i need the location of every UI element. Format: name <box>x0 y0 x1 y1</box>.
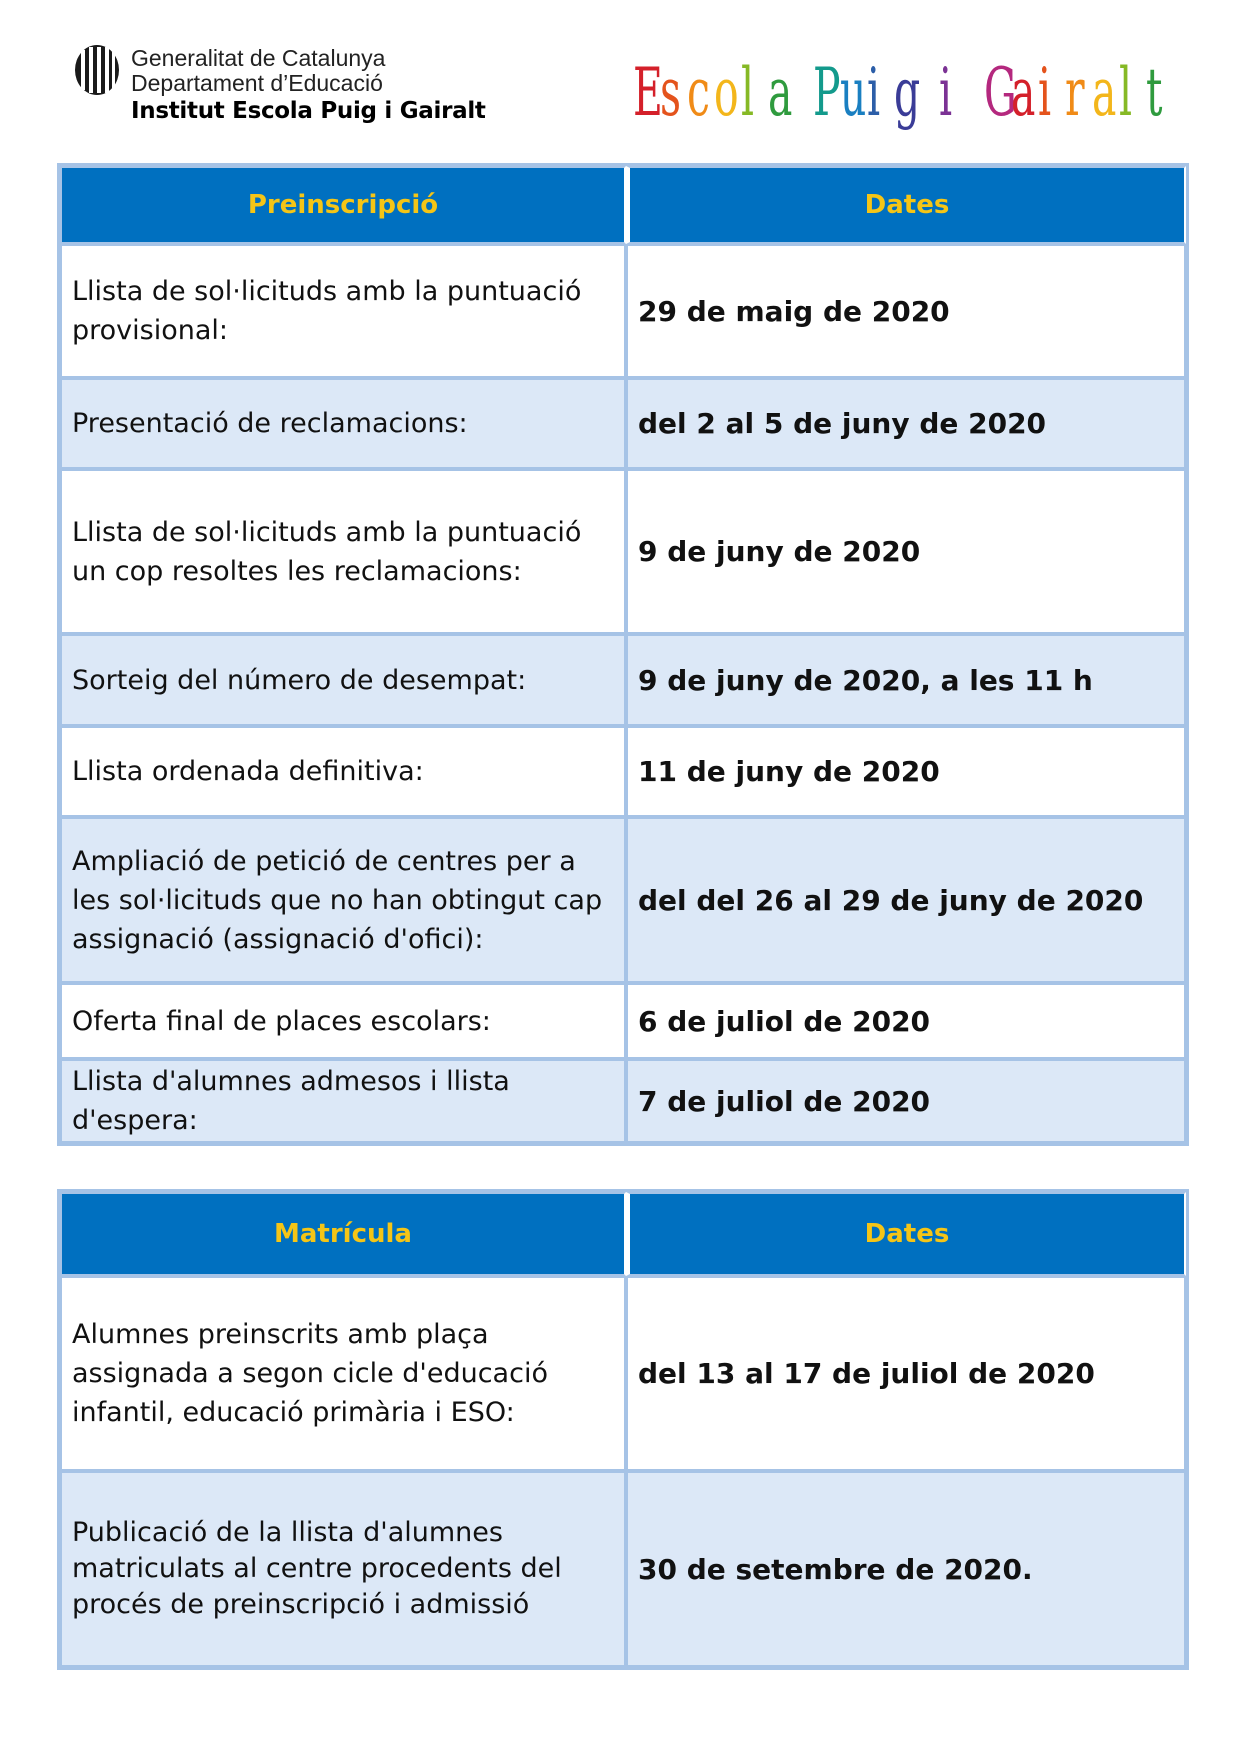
brand-letter: o <box>714 54 739 131</box>
row-date: del del 26 al 29 de juny de 2020 <box>626 817 1186 983</box>
row-date: 9 de juny de 2020, a les 11 h <box>626 634 1186 726</box>
table-row <box>60 1471 1186 1667</box>
row-date: del 13 al 17 de juliol de 2020 <box>626 1276 1186 1471</box>
row-date: 29 de maig de 2020 <box>626 244 1186 378</box>
school-brand-logo <box>633 48 1173 138</box>
row-label: Llista d'alumnes admesos i llista d'espera: <box>60 1059 626 1143</box>
brand-letter: P <box>813 54 840 131</box>
department-name: Departament d’Educació <box>131 70 383 96</box>
preinscripcio-header: Preinscripció <box>60 166 626 244</box>
brand-letter: g <box>894 54 920 131</box>
brand-letter: a <box>768 54 792 131</box>
brand-letter: r <box>1065 54 1084 131</box>
brand-letter: c <box>687 54 710 131</box>
brand-letter: a <box>1011 54 1035 131</box>
brand-letter: G <box>984 54 1017 131</box>
brand-letter <box>795 48 806 138</box>
row-date: 30 de setembre de 2020. <box>626 1471 1186 1667</box>
table-row <box>60 469 1186 634</box>
row-label: Oferta final de places escolars: <box>60 983 626 1059</box>
row-date: 9 de juny de 2020 <box>626 469 1186 634</box>
dates-header: Dates <box>626 1192 1186 1276</box>
brand-letter <box>921 48 932 138</box>
table-row <box>60 378 1186 469</box>
row-date: 11 de juny de 2020 <box>626 726 1186 817</box>
table-row <box>60 817 1186 983</box>
generalitat-name: Generalitat de Catalunya <box>131 45 386 71</box>
row-label: Ampliació de petició de centres per a les sol·licituds que no han obtingut cap assignació (assignació d'ofici): <box>60 817 626 983</box>
preinscripcio-table <box>57 163 1189 1146</box>
generalitat-emblem-icon <box>74 44 120 96</box>
brand-letter: a <box>1092 54 1116 131</box>
table-row <box>60 1276 1186 1471</box>
table-row <box>60 1059 1186 1143</box>
row-label: Publicació de la llista d'alumnes matriculats al centre procedents del procés de preinscripció i admissió <box>60 1471 626 1667</box>
row-label: Presentació de reclamacions: <box>60 378 626 469</box>
row-date: 7 de juliol de 2020 <box>626 1059 1186 1143</box>
brand-letter: i <box>867 54 880 131</box>
row-label: Alumnes preinscrits amb plaça assignada a segon cicle d'educació infantil, educació primària i ESO: <box>60 1276 626 1471</box>
institution-block <box>131 46 486 126</box>
brand-letter: t <box>1146 54 1162 131</box>
brand-letter: u <box>840 54 866 131</box>
matricula-table <box>57 1189 1189 1670</box>
brand-letter: s <box>660 54 681 131</box>
table-row <box>60 634 1186 726</box>
row-label: Sorteig del número de desempat: <box>60 634 626 726</box>
row-date: 6 de juliol de 2020 <box>626 983 1186 1059</box>
page-header <box>0 0 1241 150</box>
table-row <box>60 726 1186 817</box>
institution-name: Institut Escola Puig i Gairalt <box>131 98 486 124</box>
brand-letter: E <box>633 54 663 131</box>
brand-letter <box>966 48 977 138</box>
row-label: Llista ordenada definitiva: <box>60 726 626 817</box>
row-label: Llista de sol·licituds amb la puntuació un cop resoltes les reclamacions: <box>60 469 626 634</box>
row-label: Llista de sol·licituds amb la puntuació provisional: <box>60 244 626 378</box>
brand-letter: i <box>1038 54 1051 131</box>
dates-header: Dates <box>626 166 1186 244</box>
row-date: del 2 al 5 de juny de 2020 <box>626 378 1186 469</box>
table-row <box>60 983 1186 1059</box>
brand-letter: i <box>939 54 952 131</box>
brand-letter: l <box>1119 54 1132 131</box>
matricula-header: Matrícula <box>60 1192 626 1276</box>
brand-letter: l <box>741 54 754 131</box>
table-row <box>60 244 1186 378</box>
